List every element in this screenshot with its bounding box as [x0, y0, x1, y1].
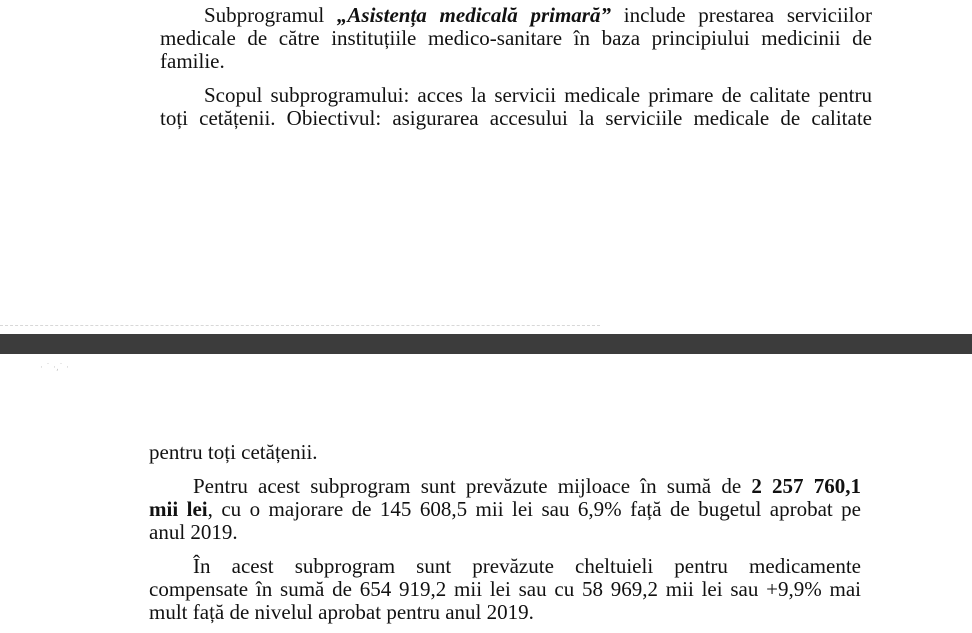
scan-specks: · ˙ ·,˙ ·: [40, 363, 70, 373]
text-span: Pentru acest subprogram sunt prevăzute mijloace în sumă de: [193, 474, 752, 498]
scan-artifact-line: [0, 325, 600, 327]
funding-amount: 2 257 760,1: [751, 474, 861, 498]
text-line: În acest subprogram sunt prevăzute cheltuieli pentru medicamente: [193, 554, 861, 578]
paragraph-scope: [160, 84, 872, 130]
paragraph-subprogram-intro: [160, 4, 872, 73]
text-line: anul 2019.: [149, 520, 238, 544]
paragraph-continuation: [149, 441, 861, 464]
text-line: familie.: [160, 49, 225, 73]
text-line: [149, 475, 861, 498]
text-line: [160, 4, 872, 27]
text-span: Subprogramul: [204, 3, 337, 27]
bottom-page-fragment: [149, 441, 861, 624]
text-line: [149, 498, 861, 521]
text-span: , cu o majorare de 145 608,5 mii lei sau 6,9% față de bugetul aprobat pe: [207, 497, 861, 521]
text-span: include prestarea serviciilor: [610, 3, 872, 27]
paragraph-funding: [149, 475, 861, 544]
paragraph-medicines: [149, 555, 861, 624]
text-line: mult față de nivelul aprobat pentru anul 2019.: [149, 600, 534, 624]
top-page-fragment: [160, 4, 872, 130]
text-line: medicale de către instituțiile medico-sanitare în baza principiului medicinii de: [160, 26, 872, 50]
text-line: toți cetățenii. Obiectivul: asigurarea accesului la serviciile medicale de calitate: [160, 106, 872, 130]
text-line: pentru toți cetățenii.: [149, 440, 318, 464]
funding-unit: mii lei: [149, 497, 208, 521]
text-line: Scopul subprogramului: acces la servicii medicale primare de calitate pentru: [204, 83, 872, 107]
subprogram-title: „Asistența medicală primară”: [336, 3, 611, 27]
page-divider: [0, 334, 972, 354]
text-line: compensate în sumă de 654 919,2 mii lei sau cu 58 969,2 mii lei sau +9,9% mai: [149, 577, 861, 601]
